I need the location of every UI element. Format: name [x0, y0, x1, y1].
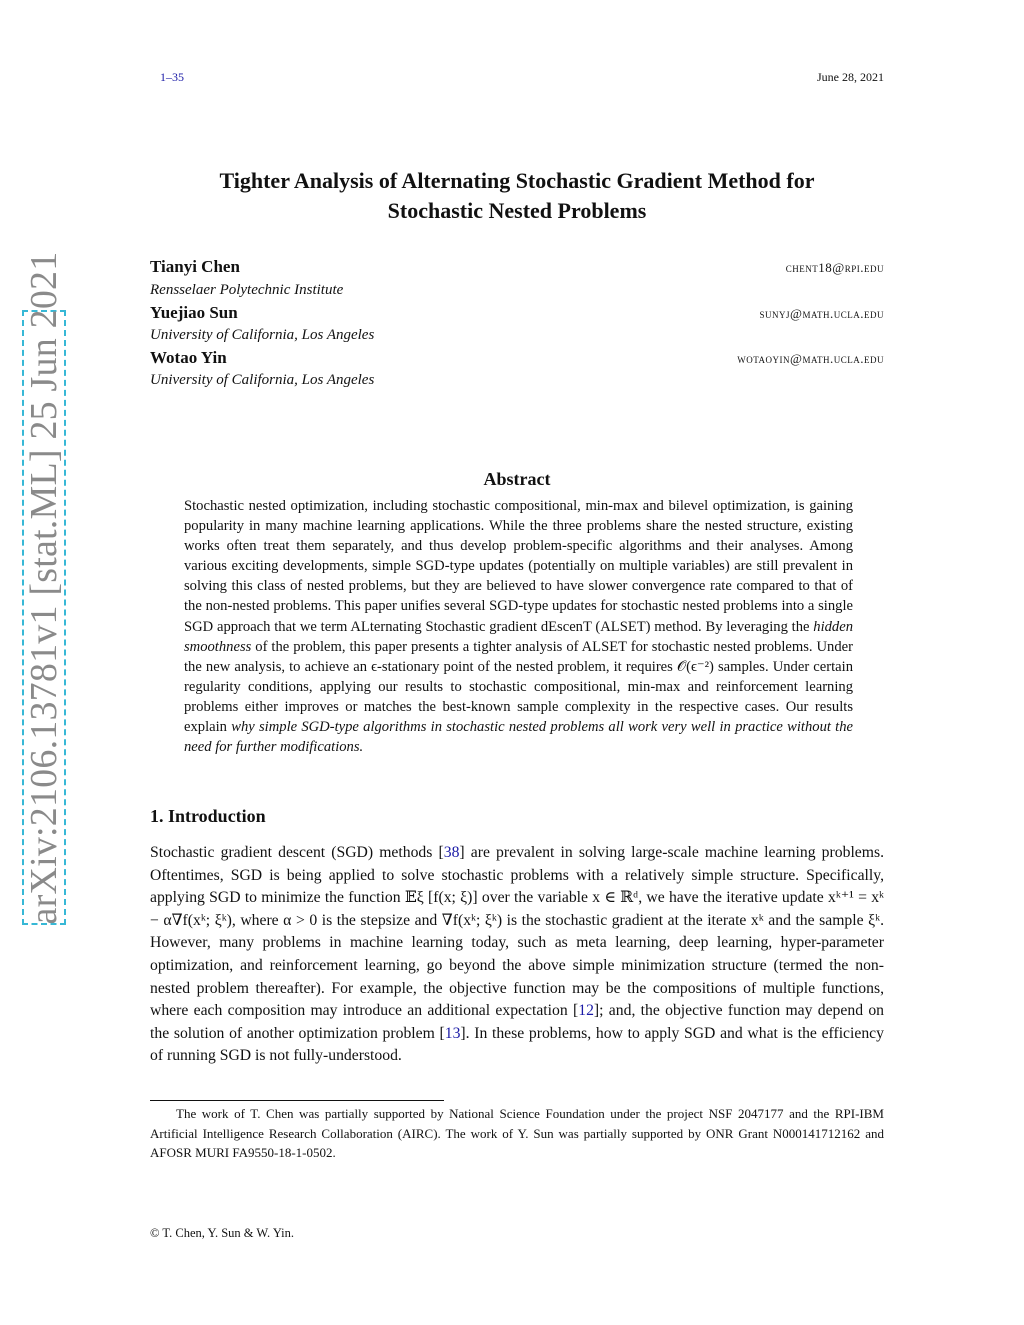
- introduction-paragraph: [150, 842, 884, 1068]
- citation-link[interactable]: 38: [443, 844, 460, 861]
- abstract-text: Stochastic nested optimization, including stochastic compositional, min-max and bilevel optimization, is gaining popularity in many machine learning applications. While the three problems share the nested structure, existing works often treat them separately, and thus develop problem-specific algorithms and their analyses. Among various exciting developments, simple SGD-type updates (potentially on multiple variables) are still prevalent in solving this class of nested problems, but they are believed to have slower convergence rate compared to that of the non-nested problems. This paper unifies several SGD-type updates for stochastic nested problems into a single SGD approach that we term ALternating Stochastic gradient dEscenT (ALSET) method. By leveraging the: [184, 498, 853, 635]
- intro-text: ] are prevalent in solving large-scale machine learning problems. Oftentimes, SGD is being applied to solve stochastic problems with a relatively simple structure. Specifically, applying SGD to minimize the function 𝔼ξ [f(x; ξ)] over the variable x ∈ ℝᵈ, we have the iterative update xᵏ⁺¹ = xᵏ − α∇f(xᵏ; ξᵏ), where α > 0 is the stepsize and ∇f(xᵏ; ξᵏ) is the stochastic gradient at the iterate xᵏ and the sample ξᵏ. However, many problems in machine learning today, such as meta learning, deep learning, hyper-parameter optimization, and reinforcement learning, go beyond the above simple minimization structure (termed the non-nested problem thereafter). For example, the objective function may be the compositions of multiple functions, where each composition may introduce an additional expectation [: [150, 844, 884, 1020]
- abstract-emphasis: why simple SGD-type algorithms in stochastic nested problems all work very well in practice without the need for further modifications.: [184, 719, 854, 756]
- abstract-emphasis: hidden smoothness: [184, 618, 853, 655]
- title-line-1: Tighter Analysis of Alternating Stochastic Gradient Method for: [219, 168, 815, 193]
- author-affiliation: Rensselaer Polytechnic Institute: [150, 282, 344, 298]
- author-email[interactable]: chent18@rpi.edu: [785, 260, 884, 275]
- abstract-text: of the problem, this paper presents a tighter analysis of ALSET for stochastic nested problems. Under the new analysis, to achieve an ϵ-stationary point of the nested problem, it requires 𝒪(ϵ⁻²) samples. Under certain regularity conditions, applying our results to stochastic compositional, min-max and reinforcement learning problems either improves or matches the best-known sample complexity in the respective cases. Our results explain: [184, 638, 853, 736]
- copyright-notice: © T. Chen, Y. Sun & W. Yin.: [150, 1226, 295, 1240]
- header-date: June 28, 2021: [817, 70, 884, 84]
- author-name: Tianyi Chen: [150, 257, 240, 276]
- intro-text: Stochastic gradient descent (SGD) methods [: [150, 844, 444, 861]
- abstract-heading: Abstract: [483, 469, 551, 489]
- author-row: [150, 257, 884, 277]
- author-name: Yuejiao Sun: [150, 303, 238, 322]
- abstract-body: [184, 496, 853, 757]
- author-row: [150, 348, 884, 368]
- intro-text: ]; and, the objective function may depend on the solution of another optimization problem [: [150, 1002, 885, 1042]
- author-affiliation: University of California, Los Angeles: [150, 327, 375, 343]
- author-row: [150, 303, 884, 323]
- footnote-divider: [150, 1100, 444, 1101]
- section-heading-introduction: 1. Introduction: [150, 806, 266, 826]
- arxiv-stamp[interactable]: arXiv:2106.13781v1 [stat.ML] 25 Jun 2021: [23, 251, 65, 925]
- citation-link[interactable]: 12: [578, 1002, 594, 1020]
- author-name: Wotao Yin: [150, 348, 227, 367]
- page-range-link[interactable]: 1–35: [160, 70, 184, 84]
- author-email[interactable]: wotaoyin@math.ucla.edu: [737, 351, 884, 366]
- citation-link[interactable]: 13: [444, 1024, 461, 1042]
- author-email[interactable]: sunyj@math.ucla.edu: [759, 306, 884, 321]
- footnote: The work of T. Chen was partially supported by National Science Foundation under the project NSF 2047177 and the RPI-IBM Artificial Intelligence Research Collaboration (AIRC). The work of Y. Sun was partially supported by ONR Grant N000141712162 and AFOSR MURI FA9550-18-1-0502.: [150, 1106, 884, 1160]
- author-affiliation: University of California, Los Angeles: [150, 372, 375, 388]
- intro-text: ]. In these problems, how to apply SGD and what is the efficiency of running SGD is not fully-understood.: [150, 1024, 884, 1065]
- title-line-2: Stochastic Nested Problems: [387, 198, 647, 223]
- paper-title: [150, 166, 884, 226]
